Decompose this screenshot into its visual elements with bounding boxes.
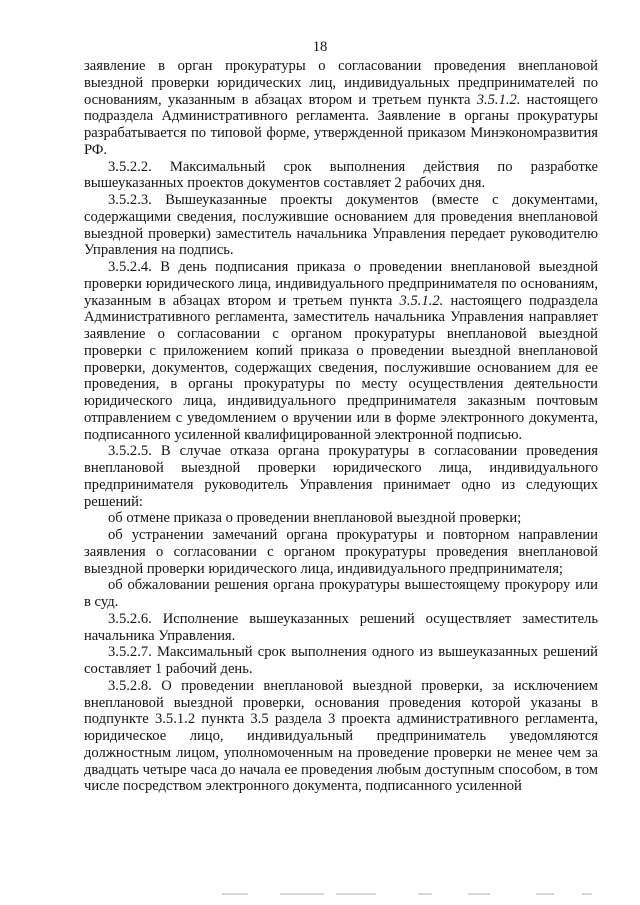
- decision-option-appeal: об обжаловании решения органа прокуратуры вышестоящему прокурору или в суд.: [84, 577, 598, 610]
- scan-artifact: [536, 893, 554, 895]
- paragraph-text: 3.5.2.4. В день подписания приказа о проведении внеплановой выездной проверки юридического лица, индивидуального предпринимателя по основаниям, указанным в абзацах втором и третьем пункта: [84, 259, 598, 309]
- paragraph-text: настоящего подраздела Административного регламента, заместитель начальника Управления направляет заявление о согласовании с органом прокуратуры внеплановой выездной проверки с приложением копий приказа о проведении выездной внеплановой проверки, документов, содержащих сведения, послужившие основанием для ее проведения, в органы прокуратуры по месту осуществления деятельности юридического лица, индивидуального предпринимателя заказным почтовым отправлением с уведомлением о вручении или в форме электронного документа, подписанного усиленной квалифицированной электронной подписью.: [84, 292, 598, 443]
- scan-artifact: [468, 893, 490, 895]
- paragraph-text: настоящего подраздела Административного регламента. Заявление в органы прокуратуры разрабатывается по типовой форме, утвержденной приказом Минэкономразвития РФ.: [84, 91, 598, 158]
- paragraph-3-5-2-2: 3.5.2.2. Максимальный срок выполнения действия по разработке вышеуказанных проектов документов составляет 2 рабочих дня.: [84, 158, 598, 192]
- scan-artifact: [336, 893, 376, 895]
- paragraph-continuation: [84, 58, 598, 159]
- paragraph-3-5-2-5: 3.5.2.5. В случае отказа органа прокуратуры в согласовании проведения внеплановой выездной проверки юридического лица, индивидуального предпринимателя руководитель Управления принимает одно из следующих решений:: [84, 443, 598, 510]
- scan-artifact: [582, 893, 592, 895]
- document-body: [84, 58, 598, 795]
- scan-artifact-strip: [0, 888, 640, 902]
- decision-option-resubmit: об устранении замечаний органа прокуратуры и повторном направлении заявления о согласовании с органом прокуратуры проведения внеплановой выездной проверки юридического лица, индивидуального предпринимателя;: [84, 527, 598, 577]
- paragraph-3-5-2-4: [84, 259, 598, 443]
- paragraph-3-5-2-3: 3.5.2.3. Вышеуказанные проекты документов (вместе с документами, содержащими сведения, послужившие основанием для проведения внеплановой выездной проверки) заместитель начальника Управления передает руководителю Управления на подпись.: [84, 192, 598, 259]
- paragraph-3-5-2-8: 3.5.2.8. О проведении внеплановой выездной проверки, за исключением внеплановой выездной проверки, основания проведения которой указаны в подпункте 3.5.1.2 пункта 3.5 раздела 3 проекта административного регламента, юридическое лицо, индивидуальный предприниматель уведомляются должностным лицом, уполномоченным на проведение проверки не менее чем за двадцать четыре часа до начала ее проведения любым доступным способом, в том числе посредством электронного документа, подписанного усиленной: [84, 677, 598, 795]
- section-reference: 3.5.1.2.: [476, 91, 521, 108]
- paragraph-text: заявление в орган прокуратуры о согласовании проведения внеплановой выездной проверки юридических лиц, индивидуальных предпринимателей по основаниям, указанным в абзацах втором и третьем пункта: [84, 58, 598, 108]
- page-number: 18: [312, 39, 328, 55]
- scan-artifact: [280, 893, 324, 895]
- paragraph-3-5-2-6: 3.5.2.6. Исполнение вышеуказанных решений осуществляет заместитель начальника Управления.: [84, 610, 598, 644]
- section-reference: 3.5.1.2.: [399, 292, 444, 309]
- scan-artifact: [222, 893, 248, 895]
- decision-option-cancel: об отмене приказа о проведении внеплановой выездной проверки;: [108, 510, 522, 527]
- paragraph-3-5-2-7: 3.5.2.7. Максимальный срок выполнения одного из вышеуказанных решений составляет 1 рабочий день.: [84, 644, 598, 677]
- scan-artifact: [418, 893, 432, 895]
